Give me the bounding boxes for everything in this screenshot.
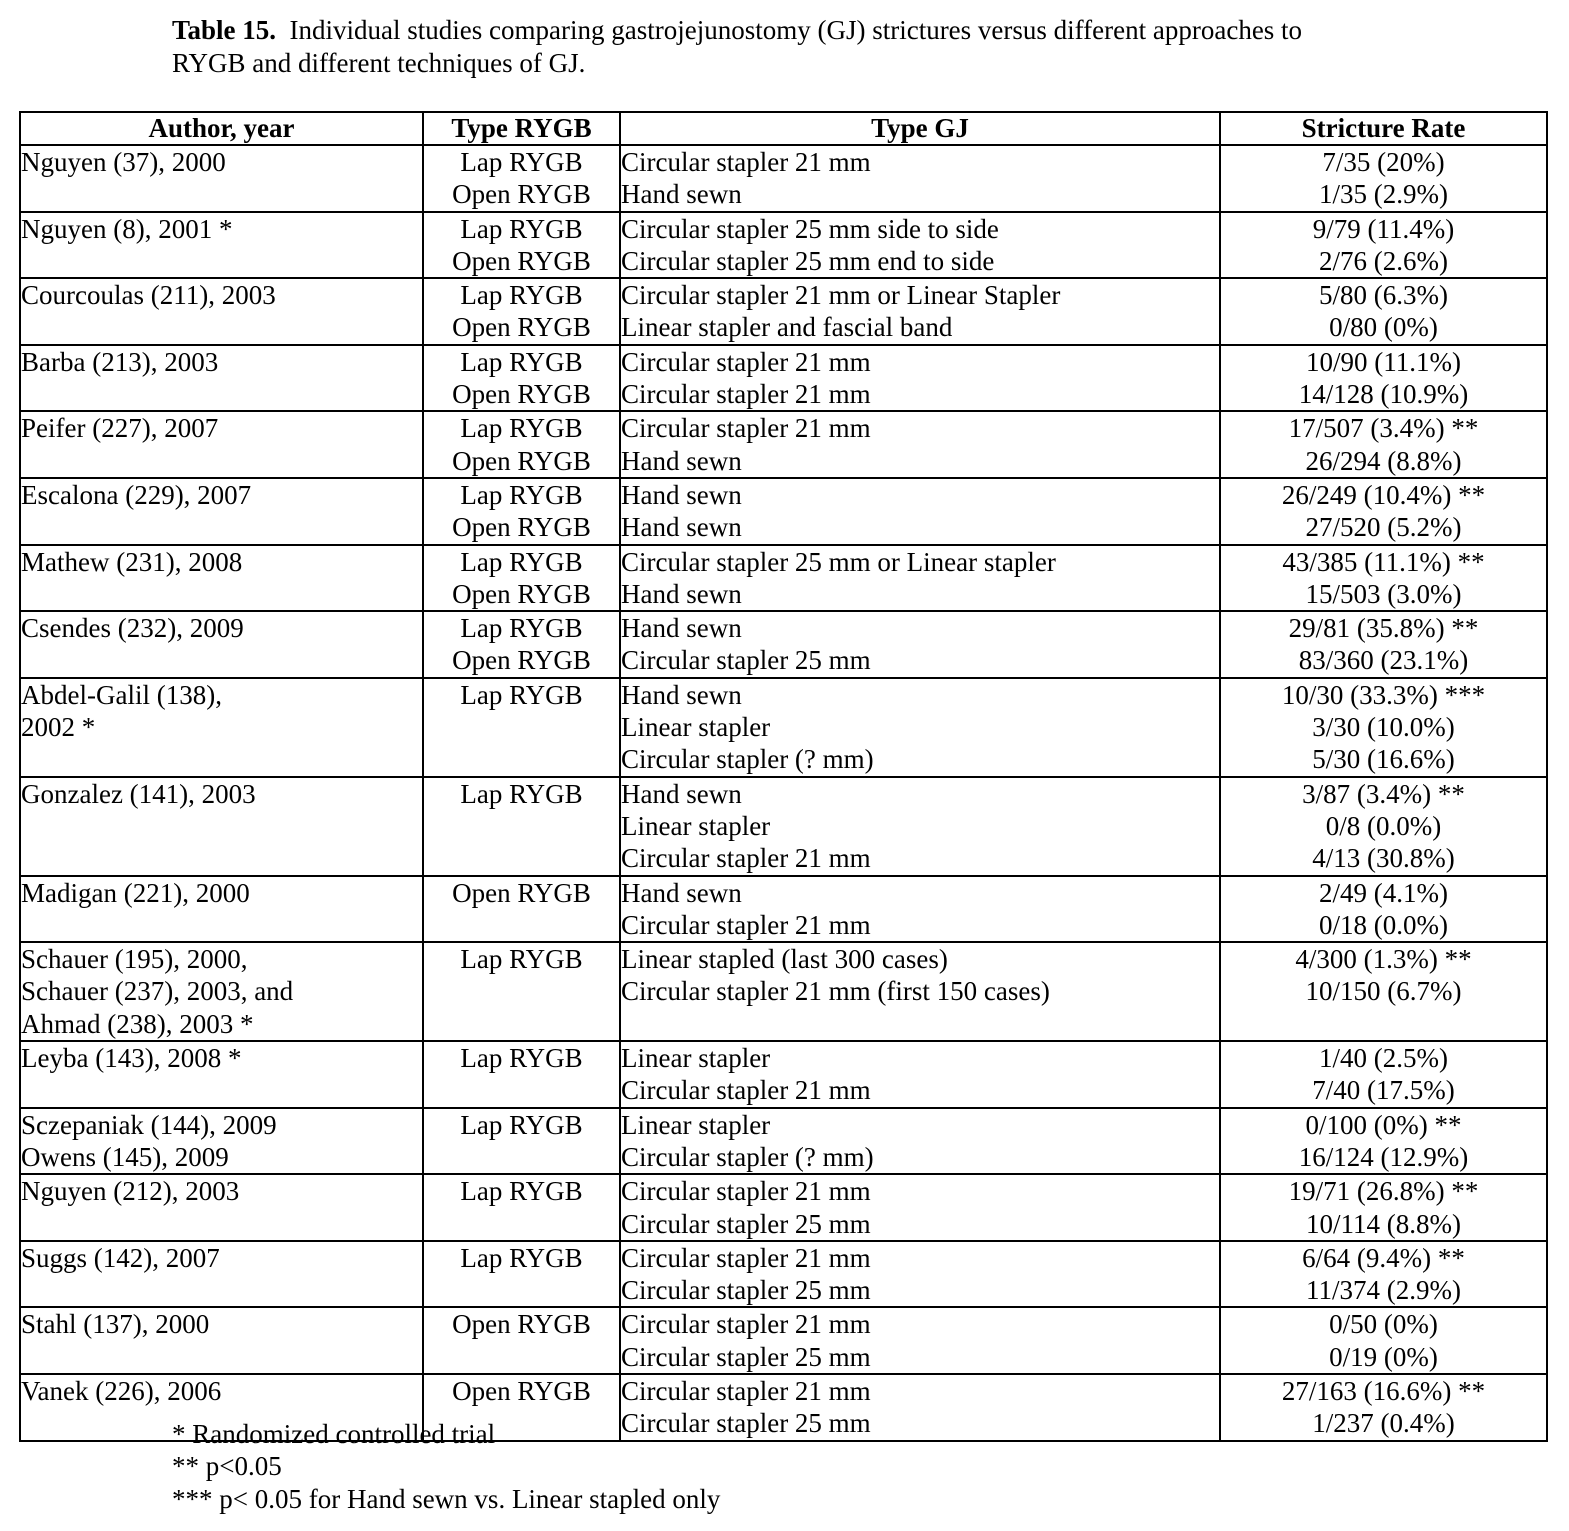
type-rygb-line: Open RYGB [452,578,591,609]
author-line: Gonzalez (141), 2003 [21,778,256,809]
type-gj-line: Linear stapler [621,810,771,841]
type-rygb-line: Open RYGB [452,245,591,276]
header-author-year: Author, year [20,112,423,145]
type-rygb-line: Lap RYGB [460,1043,583,1074]
stricture-rate-line: 1/35 (2.9%) [1319,179,1448,210]
type-gj-line: Circular stapler 21 mm [621,1242,871,1273]
type-gj-cell [620,777,1220,876]
author-cell [20,411,423,478]
table-row [20,1108,1547,1175]
type-gj-line: Hand sewn [621,479,742,510]
type-gj-line: Circular stapler 25 mm or Linear stapler [621,546,1056,577]
type-rygb-line: Lap RYGB [460,1109,583,1140]
type-gj-cell [620,345,1220,412]
stricture-rate-line: 10/30 (33.3%) *** [1281,679,1486,710]
type-gj-cell [620,212,1220,279]
type-gj-line: Circular stapler (? mm) [621,1141,874,1172]
stricture-rate-line: 3/87 (3.4%) ** [1302,778,1465,809]
author-cell [20,1241,423,1308]
author-line: Sczepaniak (144), 2009 [21,1109,277,1140]
table-row [20,876,1547,943]
type-gj-line: Hand sewn [621,512,742,543]
type-gj-line: Linear stapler [621,1043,771,1074]
type-rygb-line: Lap RYGB [460,944,583,975]
author-line: Mathew (231), 2008 [21,546,243,577]
author-line: Stahl (137), 2000 [21,1309,210,1340]
type-rygb-line: Lap RYGB [460,280,583,311]
header-type-gj: Type GJ [620,112,1220,145]
type-gj-line: Hand sewn [621,877,742,908]
stricture-rate-line: 19/71 (26.8%) ** [1288,1176,1479,1207]
type-gj-line: Circular stapler 25 mm side to side [621,213,999,244]
footnote-hand-sewn-vs-linear: *** p< 0.05 for Hand sewn vs. Linear stapled only [172,1483,721,1514]
type-rygb-line: Lap RYGB [460,346,583,377]
stricture-rate-cell [1220,611,1547,678]
type-gj-line: Circular stapler 21 mm or Linear Stapler [621,280,1061,311]
type-gj-line: Circular stapler 25 mm [621,1408,871,1439]
type-gj-cell [620,1307,1220,1374]
author-line: Leyba (143), 2008 * [21,1043,242,1074]
stricture-rate-line: 3/30 (10.0%) [1312,712,1455,743]
stricture-rate-line: 15/503 (3.0%) [1305,578,1462,609]
author-line: 2002 * [21,712,96,743]
header-stricture-rate: Stricture Rate [1220,112,1547,145]
stricture-rate-cell [1220,411,1547,478]
author-cell [20,678,423,777]
stricture-rate-line: 27/163 (16.6%) ** [1281,1375,1486,1406]
stricture-rate-line: 0/8 (0.0%) [1325,810,1442,841]
type-gj-line: Circular stapler 21 mm [621,413,871,444]
stricture-rate-cell [1220,777,1547,876]
stricture-rate-line: 17/507 (3.4%) ** [1288,413,1479,444]
type-rygb-cell [423,411,620,478]
type-gj-line: Circular stapler 21 mm (first 150 cases) [621,976,1050,1007]
author-line: Peifer (227), 2007 [21,413,219,444]
table-caption [172,14,1372,80]
type-gj-line: Circular stapler (? mm) [621,744,874,775]
author-cell [20,1108,423,1175]
stricture-rate-line: 10/150 (6.7%) [1305,976,1462,1007]
table-row [20,1307,1547,1374]
type-gj-line: Circular stapler 21 mm [621,147,871,177]
type-rygb-line: Open RYGB [452,1309,591,1340]
type-rygb-cell [423,942,620,1041]
stricture-rate-cell [1220,212,1547,279]
type-gj-line: Circular stapler 25 mm [621,1341,871,1372]
type-gj-cell [620,1241,1220,1308]
type-rygb-cell [423,1241,620,1308]
type-gj-cell [620,411,1220,478]
author-cell [20,1307,423,1374]
type-rygb-line: Lap RYGB [460,479,583,510]
type-gj-cell [620,1041,1220,1108]
table-row [20,212,1547,279]
stricture-rate-line: 0/80 (0%) [1329,312,1438,343]
type-gj-cell [620,942,1220,1041]
type-gj-line: Hand sewn [621,679,742,710]
type-gj-line: Circular stapler 21 mm [621,1375,871,1406]
type-rygb-line: Open RYGB [452,1375,591,1406]
type-gj-line: Linear stapled (last 300 cases) [621,944,948,975]
author-cell [20,1174,423,1241]
author-line: Ahmad (238), 2003 * [21,1008,254,1039]
type-rygb-cell [423,1041,620,1108]
stricture-rate-line: 10/90 (11.1%) [1306,346,1461,377]
type-gj-cell [620,478,1220,545]
author-line: Schauer (237), 2003, and [21,976,294,1007]
type-rygb-cell [423,478,620,545]
stricture-rate-line: 7/40 (17.5%) [1312,1075,1455,1106]
type-gj-cell [620,611,1220,678]
table-row [20,145,1547,212]
type-gj-line: Circular stapler 21 mm [621,346,871,377]
table-row [20,478,1547,545]
stricture-rate-line: 1/40 (2.5%) [1319,1043,1448,1074]
table-row [20,678,1547,777]
author-cell [20,876,423,943]
stricture-rate-cell [1220,1108,1547,1175]
stricture-rate-line: 6/64 (9.4%) ** [1302,1242,1465,1273]
type-gj-line: Hand sewn [621,179,742,210]
type-rygb-line: Open RYGB [452,179,591,210]
stricture-rate-line: 0/100 (0%) ** [1305,1109,1462,1140]
stricture-rate-line: 5/30 (16.6%) [1312,744,1455,775]
stricture-rate-line: 4/300 (1.3%) ** [1295,944,1472,975]
stricture-rate-cell [1220,478,1547,545]
stricture-rate-line: 9/79 (11.4%) [1312,213,1455,244]
author-cell [20,545,423,612]
stricture-rate-line: 14/128 (10.9%) [1298,379,1469,410]
type-gj-line: Hand sewn [621,445,742,476]
stricture-rate-line: 10/114 (8.8%) [1306,1208,1461,1239]
caption-text: Individual studies comparing gastrojejunostomy (GJ) strictures versus different approaches to RYGB and different techniques of GJ. [172,15,1303,78]
type-gj-cell [620,876,1220,943]
type-gj-line: Circular stapler 25 mm end to side [621,245,995,276]
author-line: Owens (145), 2009 [21,1141,229,1172]
type-rygb-cell [423,145,620,212]
author-line: Courcoulas (211), 2003 [21,280,276,311]
type-gj-line: Hand sewn [621,613,742,644]
type-rygb-line: Open RYGB [452,645,591,676]
stricture-rate-cell [1220,942,1547,1041]
author-cell [20,212,423,279]
author-line: Madigan (221), 2000 [21,877,250,908]
type-rygb-cell [423,876,620,943]
table-body [20,145,1547,1441]
author-line: Nguyen (8), 2001 * [21,213,233,244]
table-row [20,345,1547,412]
table-row [20,942,1547,1041]
type-rygb-cell [423,1108,620,1175]
stricture-rate-cell [1220,545,1547,612]
table-row [20,1241,1547,1308]
author-cell [20,278,423,345]
stricture-rate-line: 0/18 (0.0%) [1319,909,1448,940]
type-gj-line: Circular stapler 21 mm [621,1075,871,1106]
author-line: Schauer (195), 2000, [21,944,248,975]
stricture-rate-cell [1220,1374,1547,1441]
table-row [20,611,1547,678]
author-cell [20,777,423,876]
type-rygb-cell [423,1307,620,1374]
type-rygb-cell [423,212,620,279]
author-line: Suggs (142), 2007 [21,1242,220,1273]
type-gj-cell [620,145,1220,212]
table-row [20,545,1547,612]
stricture-rate-line: 26/294 (8.8%) [1305,445,1462,476]
table-row [20,1174,1547,1241]
author-cell [20,611,423,678]
stricture-rate-line: 2/49 (4.1%) [1319,877,1448,908]
table-row [20,1041,1547,1108]
type-gj-line: Circular stapler 25 mm [621,645,871,676]
stricture-rate-line: 2/76 (2.6%) [1319,245,1448,276]
author-cell [20,1041,423,1108]
type-gj-line: Circular stapler 21 mm [621,909,871,940]
type-rygb-line: Lap RYGB [460,1242,583,1273]
type-rygb-cell [423,278,620,345]
author-line: Csendes (232), 2009 [21,613,244,644]
stricture-rate-cell [1220,1041,1547,1108]
type-rygb-line: Lap RYGB [460,613,583,644]
type-rygb-line: Open RYGB [452,312,591,343]
footnote-rct: * Randomized controlled trial [172,1419,496,1449]
type-rygb-line: Lap RYGB [460,1176,583,1207]
type-rygb-line: Lap RYGB [460,778,583,809]
footnotes [172,1418,720,1515]
stricture-rate-line: 83/360 (23.1%) [1298,645,1469,676]
stricture-rate-cell [1220,278,1547,345]
stricture-rate-line: 29/81 (35.8%) ** [1288,613,1479,644]
stricture-rate-cell [1220,345,1547,412]
type-rygb-line: Lap RYGB [460,147,583,177]
footnote-p-value: ** p<0.05 [172,1451,282,1482]
type-rygb-line: Open RYGB [452,877,591,908]
table-row [20,777,1547,876]
type-gj-cell [620,545,1220,612]
type-rygb-cell [423,611,620,678]
stricture-rate-cell [1220,876,1547,943]
type-rygb-cell [423,1174,620,1241]
type-gj-cell [620,1174,1220,1241]
stricture-rate-cell [1220,145,1547,212]
author-line: Nguyen (212), 2003 [21,1176,240,1207]
stricture-rate-line: 11/374 (2.9%) [1306,1275,1461,1306]
header-type-rygb: Type RYGB [423,112,620,145]
type-rygb-cell [423,545,620,612]
stricture-rate-cell [1220,1174,1547,1241]
type-rygb-line: Lap RYGB [460,413,583,444]
stricture-rate-cell [1220,1241,1547,1308]
type-gj-line: Linear stapler [621,712,771,743]
table-row [20,411,1547,478]
type-gj-line: Circular stapler 21 mm [621,1176,871,1207]
stricture-rate-line: 0/19 (0%) [1329,1341,1438,1372]
type-gj-line: Circular stapler 25 mm [621,1208,871,1239]
author-line: Abdel-Galil (138), [21,679,222,710]
stricture-rate-line: 16/124 (12.9%) [1298,1141,1469,1172]
author-line: Vanek (226), 2006 [21,1375,222,1406]
stricture-rate-cell [1220,1307,1547,1374]
type-gj-cell [620,678,1220,777]
author-cell [20,145,423,212]
type-rygb-line: Open RYGB [452,445,591,476]
stricture-rate-line: 7/35 (20%) [1322,147,1445,177]
type-gj-line: Hand sewn [621,778,742,809]
type-rygb-line: Lap RYGB [460,679,583,710]
type-rygb-line: Lap RYGB [460,546,583,577]
stricture-rate-cell [1220,678,1547,777]
type-gj-line: Circular stapler 21 mm [621,379,871,410]
stricture-rate-line: 43/385 (11.1%) ** [1282,546,1485,577]
type-rygb-line: Open RYGB [452,512,591,543]
stricture-rate-line: 1/237 (0.4%) [1312,1408,1455,1439]
author-cell [20,478,423,545]
type-rygb-line: Open RYGB [452,379,591,410]
type-gj-line: Linear stapler and fascial band [621,312,953,343]
stricture-rate-line: 5/80 (6.3%) [1319,280,1448,311]
table-row [20,278,1547,345]
stricture-rate-line: 26/249 (10.4%) ** [1281,479,1486,510]
header-row [20,112,1547,145]
stricture-rate-line: 0/50 (0%) [1329,1309,1438,1340]
strictures-table [19,111,1548,1442]
type-rygb-line: Lap RYGB [460,213,583,244]
type-rygb-cell [423,345,620,412]
type-rygb-cell [423,777,620,876]
type-rygb-cell [423,678,620,777]
author-line: Escalona (229), 2007 [21,479,252,510]
author-line: Barba (213), 2003 [21,346,219,377]
author-line: Nguyen (37), 2000 [21,147,226,177]
caption-label: Table 15. [172,15,277,45]
type-gj-line: Circular stapler 25 mm [621,1275,871,1306]
author-cell [20,942,423,1041]
type-gj-line: Circular stapler 21 mm [621,843,871,874]
stricture-rate-line: 4/13 (30.8%) [1312,843,1455,874]
type-gj-line: Circular stapler 21 mm [621,1309,871,1340]
type-gj-line: Linear stapler [621,1109,771,1140]
type-gj-cell [620,278,1220,345]
type-gj-cell [620,1108,1220,1175]
type-gj-line: Hand sewn [621,578,742,609]
stricture-rate-line: 27/520 (5.2%) [1305,512,1462,543]
author-cell [20,345,423,412]
